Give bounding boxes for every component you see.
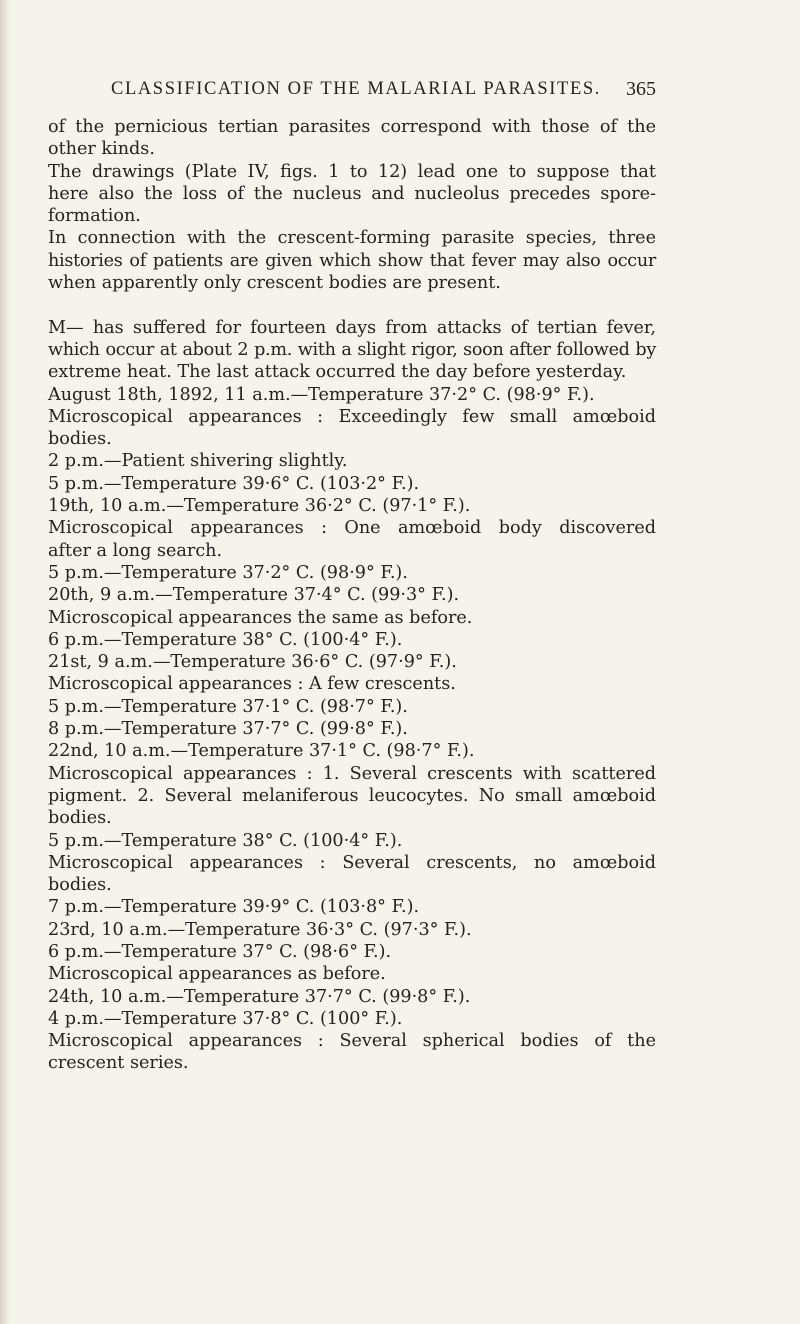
text-line: Microscopical appearances the same as before. <box>48 607 473 628</box>
text-line: 5 p.m.—Temperature 39·6° C. (103·2° F.). <box>48 473 420 494</box>
text-line: 21st, 9 a.m.—Temperature 36·6° C. (97·9° F.). <box>48 652 457 673</box>
text-line: Microscopical appearances : Exceedingly few small amœboid <box>48 406 656 427</box>
text-line: which occur at about 2 p.m. with a slight rigor, soon after followed by <box>48 339 656 360</box>
text-line: 6 p.m.—Temperature 38° C. (100·4° F.). <box>48 629 403 650</box>
text-line: Microscopical appearances : 1. Several crescents with scattered <box>48 763 656 784</box>
text-line: pigment. 2. Several melaniferous leucocytes. No small amœboid <box>48 785 656 806</box>
text-line: here also the loss of the nucleus and nucleolus precedes spore- <box>48 183 656 204</box>
text-line: other kinds. <box>48 139 155 160</box>
text-line: bodies. <box>48 808 112 829</box>
text-line: 2 p.m.—Patient shivering slightly. <box>48 451 348 472</box>
text-line: when apparently only crescent bodies are present. <box>48 273 501 294</box>
text-line: Microscopical appearances : Several crescents, no amœboid <box>48 852 656 873</box>
text-line: In connection with the crescent-forming parasite species, three <box>48 228 656 249</box>
text-line <box>48 294 656 316</box>
text-line: of the pernicious tertian parasites correspond with those of the <box>48 117 656 137</box>
body-text <box>48 116 656 1075</box>
text-line: Microscopical appearances : Several spherical bodies of the <box>48 1031 656 1052</box>
text-line: 20th, 9 a.m.—Temperature 37·4° C. (99·3° F.). <box>48 585 460 606</box>
text-line: 5 p.m.—Temperature 38° C. (100·4° F.). <box>48 830 403 851</box>
text-line: Microscopical appearances : One amœboid body discovered <box>48 518 656 539</box>
text-line: The drawings (Plate IV, figs. 1 to 12) lead one to suppose that <box>48 161 656 182</box>
text-line: histories of patients are given which show that fever may also occur <box>48 250 656 271</box>
text-line: M— has suffered for fourteen days from attacks of tertian fever, <box>48 317 656 338</box>
page-header <box>111 79 656 107</box>
text-line: bodies. <box>48 875 112 896</box>
running-title: CLASSIFICATION OF THE MALARIAL PARASITES. <box>111 79 601 99</box>
text-line: formation. <box>48 206 141 227</box>
text-line: 4 p.m.—Temperature 37·8° C. (100° F.). <box>48 1008 403 1029</box>
text-line: crescent series. <box>48 1053 189 1074</box>
text-line: 22nd, 10 a.m.—Temperature 37·1° C. (98·7° F.). <box>48 741 475 762</box>
text-line: after a long search. <box>48 540 223 561</box>
text-line: 24th, 10 a.m.—Temperature 37·7° C. (99·8° F.). <box>48 986 471 1007</box>
text-line: 23rd, 10 a.m.—Temperature 36·3° C. (97·3° F.). <box>48 919 472 940</box>
text-line: extreme heat. The last attack occurred the day before yesterday. <box>48 362 627 383</box>
text-line: 7 p.m.—Temperature 39·9° C. (103·8° F.). <box>48 897 420 918</box>
text-line: 6 p.m.—Temperature 37° C. (98·6° F.). <box>48 941 392 962</box>
text-line: bodies. <box>48 429 112 450</box>
text-line: 19th, 10 a.m.—Temperature 36·2° C. (97·1° F.). <box>48 496 471 517</box>
page-number: 365 <box>626 78 656 100</box>
text-line: 8 p.m.—Temperature 37·7° C. (99·8° F.). <box>48 719 408 740</box>
text-line: Microscopical appearances : A few crescents. <box>48 674 456 695</box>
text-line: 5 p.m.—Temperature 37·2° C. (98·9° F.). <box>48 562 408 583</box>
page-gutter-shadow <box>0 0 10 1324</box>
text-line: Microscopical appearances as before. <box>48 964 386 985</box>
text-line: August 18th, 1892, 11 a.m.—Temperature 37·2° C. (98·9° F.). <box>48 384 595 405</box>
text-line: 5 p.m.—Temperature 37·1° C. (98·7° F.). <box>48 696 408 717</box>
